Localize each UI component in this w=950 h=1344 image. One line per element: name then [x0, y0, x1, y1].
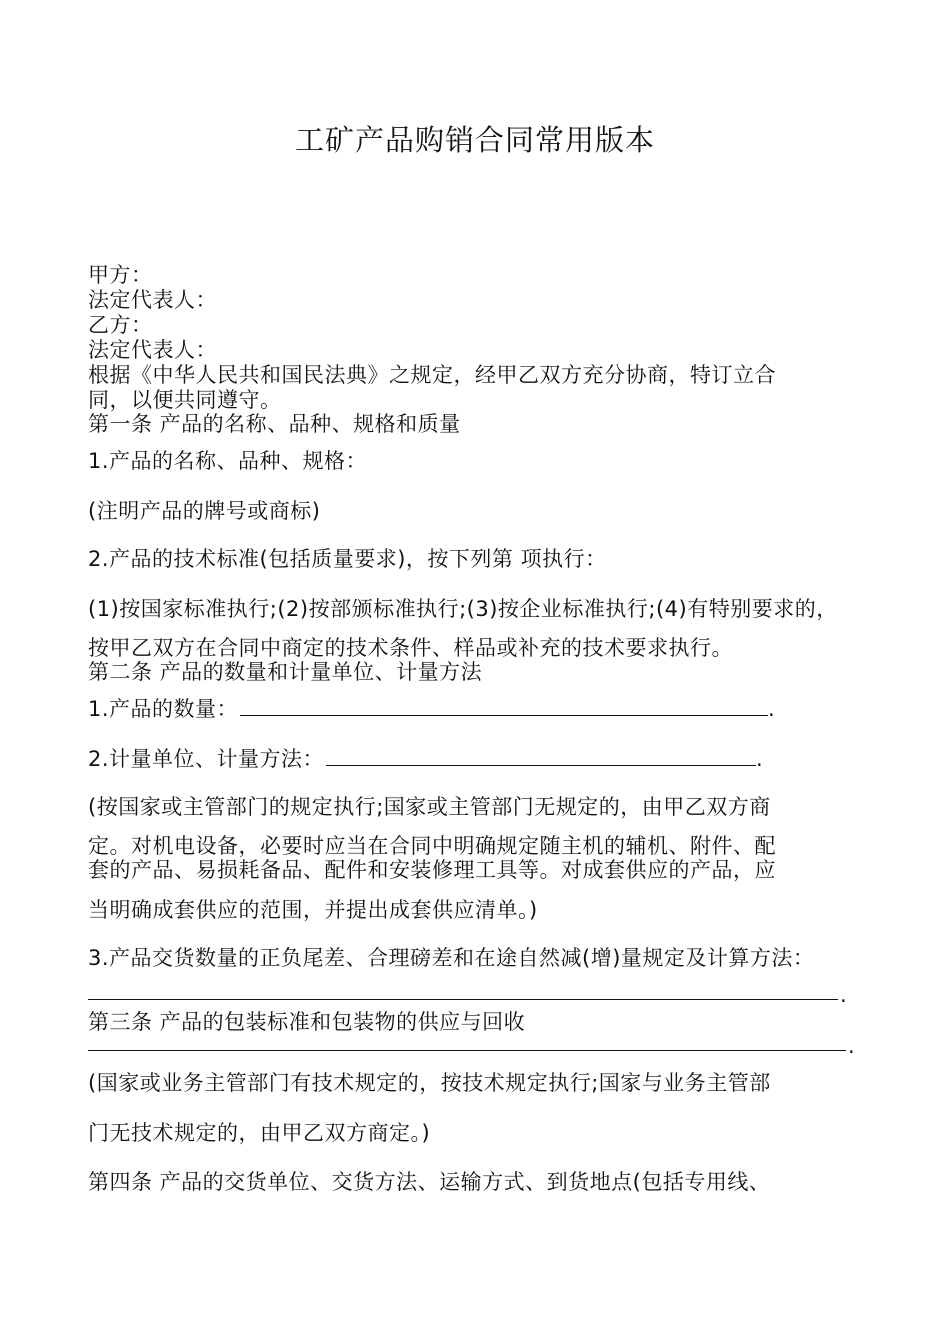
quantity-blank-period: .	[768, 697, 776, 721]
tolerance-blank-period: .	[840, 983, 847, 1007]
article-4-title: 第四条 产品的交货单位、交货方法、运输方式、到货地点(包括专用线、	[88, 1170, 771, 1194]
article-2-item-2-label: 2.计量单位、计量方法：	[88, 747, 325, 771]
article-1-options-line-2: 按甲乙双方在合同中商定的技术条件、样品或补充的技术要求执行。	[88, 636, 733, 660]
party-a-rep-line: 法定代表人：	[88, 288, 217, 312]
article-1-title: 第一条 产品的名称、品种、规格和质量	[88, 412, 461, 436]
party-b-rep-line: 法定代表人：	[88, 338, 217, 362]
article-1-note: (注明产品的牌号或商标)	[88, 499, 321, 523]
measurement-blank	[326, 747, 756, 766]
article-1-options-line-1: (1)按国家标准执行;(2)按部颁标准执行;(3)按企业标准执行;(4)有特别要求的，	[88, 597, 838, 621]
packaging-blank	[88, 1050, 846, 1051]
article-2-item-1-label: 1.产品的数量：	[88, 697, 239, 721]
article-2-item-2	[88, 746, 763, 772]
article-2-item-1	[88, 696, 775, 722]
article-3-title: 第三条 产品的包装标准和包装物的供应与回收	[88, 1010, 526, 1034]
document-title: 工矿产品购销合同常用版本	[294, 123, 655, 157]
article-3-note-line-2: 门无技术规定的，由甲乙双方商定。)	[88, 1121, 431, 1145]
measurement-blank-period: .	[756, 747, 764, 771]
article-1-item-1: 1.产品的名称、品种、规格：	[88, 449, 368, 473]
packaging-blank-period: .	[848, 1034, 855, 1058]
article-2-note-line-1: (按国家或主管部门的规定执行;国家或主管部门无规定的，由甲乙双方商	[88, 795, 771, 819]
party-a-line: 甲方：	[88, 263, 153, 287]
party-b-line: 乙方：	[88, 313, 153, 337]
tolerance-blank	[88, 999, 838, 1000]
intro-line-1: 根据《中华人民共和国民法典》之规定，经甲乙双方充分协商，特订立合	[88, 363, 776, 387]
intro-line-2: 同，以便共同遵守。	[88, 388, 282, 412]
article-1-item-2: 2.产品的技术标准(包括质量要求)，按下列第 项执行：	[88, 547, 607, 571]
article-2-note-line-4: 当明确成套供应的范围，并提出成套供应清单。)	[88, 898, 538, 922]
article-2-title: 第二条 产品的数量和计量单位、计量方法	[88, 660, 483, 684]
article-2-item-3: 3.产品交货数量的正负尾差、合理磅差和在途自然减(增)量规定及计算方法：	[88, 946, 815, 970]
quantity-blank	[240, 697, 768, 716]
article-2-note-line-2: 定。对机电设备，必要时应当在合同中明确规定随主机的辅机、附件、配	[88, 834, 776, 858]
article-2-note-line-3: 套的产品、易损耗备品、配件和安装修理工具等。对成套供应的产品，应	[88, 858, 776, 882]
article-3-note-line-1: (国家或业务主管部门有技术规定的，按技术规定执行;国家与业务主管部	[88, 1071, 771, 1095]
